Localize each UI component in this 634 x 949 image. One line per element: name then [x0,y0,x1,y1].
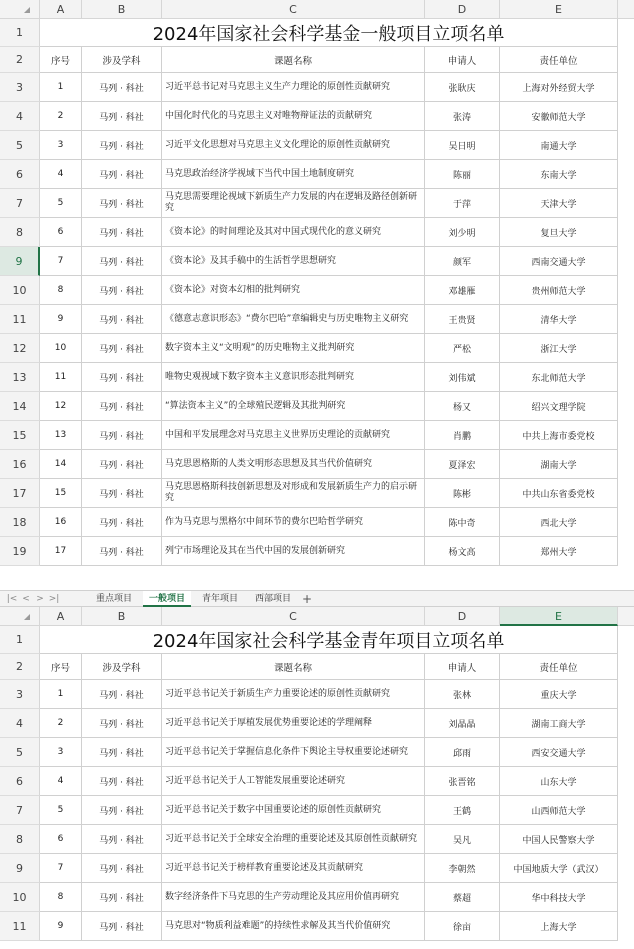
cell-seq[interactable]: 6 [40,825,82,854]
select-all-corner[interactable] [0,607,40,626]
table-row [0,247,634,276]
cell-topic[interactable]: 中国化时代化的马克思主义对唯物辩证法的贡献研究 [162,102,425,131]
row-header[interactable]: 16 [0,450,40,479]
cell-applicant[interactable]: 颜军 [425,247,500,276]
cell-seq[interactable]: 14 [40,450,82,479]
cell-seq[interactable]: 5 [40,796,82,825]
row-header[interactable]: 10 [0,883,40,912]
cell-subject[interactable]: 马列 · 科社 [82,738,162,767]
title-row [0,19,634,47]
cell-unit[interactable]: 清华大学 [500,305,618,334]
add-sheet-button[interactable]: + [301,592,313,606]
cell-unit[interactable]: 西安交通大学 [500,738,618,767]
cell-unit[interactable]: 山西师范大学 [500,796,618,825]
column-header-e[interactable]: E [500,607,618,626]
column-header-bar [0,0,634,19]
cell-topic[interactable]: 唯物史观视域下数字资本主义意识形态批判研究 [162,363,425,392]
table-row [0,883,634,912]
header-cell-topic[interactable]: 课题名称 [162,654,425,680]
cell-seq[interactable]: 17 [40,537,82,566]
cell-subject[interactable]: 马列 · 科社 [82,883,162,912]
table-row [0,767,634,796]
header-cell-seq[interactable]: 序号 [40,654,82,680]
cell-applicant[interactable]: 严松 [425,334,500,363]
cell-unit[interactable]: 山东大学 [500,767,618,796]
row-header[interactable]: 12 [0,334,40,363]
header-cell-seq[interactable]: 序号 [40,47,82,73]
header-cell-applicant[interactable]: 申请人 [425,654,500,680]
cell-unit[interactable]: 绍兴文理学院 [500,392,618,421]
row-header[interactable]: 8 [0,218,40,247]
cell-unit[interactable]: 郑州大学 [500,537,618,566]
row-header[interactable]: 11 [0,912,40,941]
cell-subject[interactable]: 马列 · 科社 [82,537,162,566]
cell-topic[interactable]: “算法资本主义”的全球殖民逻辑及其批判研究 [162,392,425,421]
cell-topic[interactable]: 习近平总书记关于数字中国重要论述的原创性贡献研究 [162,796,425,825]
table-row [0,102,634,131]
cell-subject[interactable]: 马列 · 科社 [82,479,162,508]
row-header[interactable]: 6 [0,767,40,796]
row-header[interactable]: 13 [0,363,40,392]
cell-seq[interactable]: 8 [40,276,82,305]
cell-topic[interactable]: 习近平总书记关于掌握信息化条件下舆论主导权重要论述研究 [162,738,425,767]
column-header-e[interactable]: E [500,0,618,19]
header-cell-subject[interactable]: 涉及学科 [82,47,162,73]
cell-seq[interactable]: 2 [40,709,82,738]
cell-applicant[interactable]: 刘少明 [425,218,500,247]
select-all-corner[interactable] [0,0,40,19]
cell-topic[interactable]: 习近平总书记关于全球安全治理的重要论述及其原创性贡献研究 [162,825,425,854]
cell-seq[interactable]: 11 [40,363,82,392]
row-header[interactable]: 7 [0,189,40,218]
header-cell-applicant[interactable]: 申请人 [425,47,500,73]
cell-unit[interactable]: 中国人民警察大学 [500,825,618,854]
cell-topic[interactable]: 习近平总书记关于新质生产力重要论述的原创性贡献研究 [162,680,425,709]
column-header-d[interactable]: D [425,607,500,626]
row-header[interactable]: 2 [0,654,40,680]
cell-subject[interactable]: 马列 · 科社 [82,102,162,131]
cell-topic[interactable]: 数字资本主义“文明观”的历史唯物主义批判研究 [162,334,425,363]
tab-youth-projects[interactable]: 青年项目 [202,594,239,604]
cell-seq[interactable]: 12 [40,392,82,421]
cell-topic[interactable]: 作为马克思与黑格尔中间环节的费尔巴哈哲学研究 [162,508,425,537]
table-row [0,508,634,537]
cell-seq[interactable]: 15 [40,479,82,508]
cell-unit[interactable]: 西北大学 [500,508,618,537]
cell-applicant[interactable]: 徐亩 [425,912,500,941]
cell-unit[interactable]: 中共上海市委党校 [500,421,618,450]
cell-subject[interactable]: 马列 · 科社 [82,363,162,392]
cell-unit[interactable]: 贵州师范大学 [500,276,618,305]
cell-subject[interactable]: 马列 · 科社 [82,392,162,421]
cell-topic[interactable]: 中国和平发展理念对马克思主义世界历史理论的贡献研究 [162,421,425,450]
row-header[interactable]: 19 [0,537,40,566]
cell-unit[interactable]: 浙江大学 [500,334,618,363]
row-header[interactable]: 2 [0,47,40,73]
row-header[interactable]: 14 [0,392,40,421]
cell-subject[interactable]: 马列 · 科社 [82,305,162,334]
first-sheet-button[interactable]: |< [6,594,18,604]
table-row [0,450,634,479]
column-header-b[interactable]: B [82,0,162,19]
prev-sheet-button[interactable]: < [22,594,30,604]
cell-seq[interactable]: 7 [40,854,82,883]
cell-seq[interactable]: 2 [40,102,82,131]
cell-topic[interactable]: 马克思政治经济学视域下当代中国土地制度研究 [162,160,425,189]
row-header[interactable]: 4 [0,102,40,131]
header-cell-subject[interactable]: 涉及学科 [82,654,162,680]
cell-seq[interactable]: 3 [40,738,82,767]
cell-subject[interactable]: 马列 · 科社 [82,680,162,709]
cell-applicant[interactable]: 陈中奇 [425,508,500,537]
tab-general-projects[interactable]: 一般项目 [143,591,191,607]
cell-subject[interactable]: 马列 · 科社 [82,73,162,102]
cell-applicant[interactable]: 王贵贤 [425,305,500,334]
cell-subject[interactable]: 马列 · 科社 [82,189,162,218]
row-header[interactable]: 18 [0,508,40,537]
sheet-title[interactable]: 2024年国家社会科学基金青年项目立项名单 [40,626,618,654]
table-row [0,73,634,102]
cell-seq[interactable]: 10 [40,334,82,363]
cell-unit[interactable]: 天津大学 [500,189,618,218]
column-header-a[interactable]: A [40,607,82,626]
cell-topic[interactable]: 习近平文化思想对马克思主义文化理论的原创性贡献研究 [162,131,425,160]
cell-subject[interactable]: 马列 · 科社 [82,334,162,363]
cell-subject[interactable]: 马列 · 科社 [82,247,162,276]
row-header[interactable]: 9 [0,854,40,883]
table-row [0,305,634,334]
cell-subject[interactable]: 马列 · 科社 [82,450,162,479]
cell-unit[interactable]: 中国地质大学（武汉） [500,854,618,883]
header-row [0,654,634,680]
next-sheet-button[interactable]: > [36,594,44,604]
last-sheet-button[interactable]: >| [48,594,60,604]
cell-unit[interactable]: 东北师范大学 [500,363,618,392]
header-cell-unit[interactable]: 责任单位 [500,654,618,680]
cell-applicant[interactable]: 吴凡 [425,825,500,854]
cell-applicant[interactable]: 张耿庆 [425,73,500,102]
cell-unit[interactable]: 东南大学 [500,160,618,189]
row-header[interactable]: 1 [0,19,40,47]
sheet-title[interactable]: 2024年国家社会科学基金一般项目立项名单 [40,19,618,47]
cell-topic[interactable]: 马克思恩格斯科技创新思想及对形成和发展新质生产力的启示研究 [162,479,425,508]
column-header-d[interactable]: D [425,0,500,19]
cell-applicant[interactable]: 陈彬 [425,479,500,508]
cell-applicant[interactable]: 蔡超 [425,883,500,912]
cell-subject[interactable]: 马列 · 科社 [82,796,162,825]
cell-topic[interactable]: 马克思需要理论视域下新质生产力发展的内在逻辑及路径创新研究 [162,189,425,218]
row-header[interactable]: 5 [0,738,40,767]
cell-subject[interactable]: 马列 · 科社 [82,131,162,160]
table-row [0,537,634,566]
cell-unit[interactable]: 华中科技大学 [500,883,618,912]
cell-unit[interactable]: 重庆大学 [500,680,618,709]
tab-western-projects[interactable]: 西部项目 [255,594,292,604]
cell-topic[interactable]: 马克思恩格斯的人类文明形态思想及其当代价值研究 [162,450,425,479]
cell-topic[interactable]: 习近平总书记关于厚植发展优势重要论述的学理阐释 [162,709,425,738]
sheet-youth-projects [0,607,634,949]
cell-applicant[interactable]: 吴日明 [425,131,500,160]
cell-unit[interactable]: 上海大学 [500,912,618,941]
row-header[interactable]: 15 [0,421,40,450]
cell-applicant[interactable]: 杨文高 [425,537,500,566]
table-row [0,479,634,508]
cell-topic[interactable]: 《资本论》及其手稿中的生活哲学思想研究 [162,247,425,276]
table-row [0,392,634,421]
cell-subject[interactable]: 马列 · 科社 [82,218,162,247]
row-header[interactable]: 4 [0,709,40,738]
table-row [0,363,634,392]
cell-topic[interactable]: 习近平总书记关于人工智能发展重要论述研究 [162,767,425,796]
cell-applicant[interactable]: 肖鹏 [425,421,500,450]
cell-unit[interactable]: 南通大学 [500,131,618,160]
cell-subject[interactable]: 马列 · 科社 [82,709,162,738]
cell-applicant[interactable]: 张晋铭 [425,767,500,796]
cell-topic[interactable]: 《资本论》的时间理论及其对中国式现代化的意义研究 [162,218,425,247]
header-cell-unit[interactable]: 责任单位 [500,47,618,73]
table-row [0,421,634,450]
cell-unit[interactable]: 西南交通大学 [500,247,618,276]
cell-applicant[interactable]: 张涛 [425,102,500,131]
table-row [0,189,634,218]
cell-topic[interactable]: 《德意志意识形态》“费尔巴哈”章编辑史与历史唯物主义研究 [162,305,425,334]
cell-unit[interactable]: 中共山东省委党校 [500,479,618,508]
cell-applicant[interactable]: 于萍 [425,189,500,218]
row-header[interactable]: 8 [0,825,40,854]
cell-applicant[interactable]: 刘伟斌 [425,363,500,392]
table-row [0,912,634,941]
cell-subject[interactable]: 马列 · 科社 [82,912,162,941]
cell-seq[interactable]: 9 [40,912,82,941]
row-header[interactable]: 6 [0,160,40,189]
cell-applicant[interactable]: 夏泽宏 [425,450,500,479]
cell-subject[interactable]: 马列 · 科社 [82,276,162,305]
cell-subject[interactable]: 马列 · 科社 [82,508,162,537]
cell-topic[interactable]: 《资本论》对资本幻相的批判研究 [162,276,425,305]
table-row [0,709,634,738]
row-header[interactable]: 3 [0,680,40,709]
cell-seq[interactable]: 13 [40,421,82,450]
table-row [0,738,634,767]
cell-seq[interactable]: 4 [40,160,82,189]
cell-seq[interactable]: 5 [40,189,82,218]
cell-applicant[interactable]: 邱雨 [425,738,500,767]
tab-key-projects[interactable]: 重点项目 [96,594,133,604]
cell-seq[interactable]: 6 [40,218,82,247]
cell-seq[interactable]: 16 [40,508,82,537]
cell-unit[interactable]: 上海对外经贸大学 [500,73,618,102]
column-header-c[interactable]: C [162,0,425,19]
column-header-c[interactable]: C [162,607,425,626]
cell-topic[interactable]: 列宁市场理论及其在当代中国的发展创新研究 [162,537,425,566]
column-header-a[interactable]: A [40,0,82,19]
row-header[interactable]: 11 [0,305,40,334]
table-row [0,854,634,883]
row-header[interactable]: 9 [0,247,40,276]
cell-seq[interactable]: 9 [40,305,82,334]
cell-subject[interactable]: 马列 · 科社 [82,825,162,854]
row-header[interactable]: 5 [0,131,40,160]
table-row [0,218,634,247]
column-header-bar [0,607,634,626]
cell-seq[interactable]: 4 [40,767,82,796]
cell-applicant[interactable]: 王鹤 [425,796,500,825]
cell-unit[interactable]: 湖南大学 [500,450,618,479]
header-row [0,47,634,73]
table-row [0,334,634,363]
cell-topic[interactable]: 习近平总书记对马克思主义生产力理论的原创性贡献研究 [162,73,425,102]
column-header-b[interactable]: B [82,607,162,626]
cell-seq[interactable]: 1 [40,73,82,102]
cell-seq[interactable]: 1 [40,680,82,709]
cell-applicant[interactable]: 刘晶晶 [425,709,500,738]
cell-applicant[interactable]: 陈丽 [425,160,500,189]
cell-subject[interactable]: 马列 · 科社 [82,160,162,189]
cell-applicant[interactable]: 杨又 [425,392,500,421]
cell-seq[interactable]: 8 [40,883,82,912]
cell-applicant[interactable]: 张林 [425,680,500,709]
row-header[interactable]: 3 [0,73,40,102]
row-header[interactable]: 10 [0,276,40,305]
cell-unit[interactable]: 湖南工商大学 [500,709,618,738]
row-header[interactable]: 17 [0,479,40,508]
table-row [0,825,634,854]
table-row [0,160,634,189]
cell-subject[interactable]: 马列 · 科社 [82,767,162,796]
title-row [0,626,634,654]
table-row [0,131,634,160]
cell-seq[interactable]: 7 [40,247,82,276]
row-header[interactable]: 7 [0,796,40,825]
cell-topic[interactable]: 数字经济条件下马克思的生产劳动理论及其应用价值再研究 [162,883,425,912]
header-cell-topic[interactable]: 课题名称 [162,47,425,73]
cell-subject[interactable]: 马列 · 科社 [82,421,162,450]
table-row [0,680,634,709]
cell-unit[interactable]: 复旦大学 [500,218,618,247]
cell-subject[interactable]: 马列 · 科社 [82,854,162,883]
cell-applicant[interactable]: 李朝然 [425,854,500,883]
cell-unit[interactable]: 安徽师范大学 [500,102,618,131]
cell-seq[interactable]: 3 [40,131,82,160]
table-row [0,796,634,825]
row-header[interactable]: 1 [0,626,40,654]
cell-topic[interactable]: 习近平总书记关于榜样教育重要论述及其贡献研究 [162,854,425,883]
sheet-tab-bar [0,590,634,607]
table-row [0,276,634,305]
cell-topic[interactable]: 马克思对“物质利益难题”的持续性求解及其当代价值研究 [162,912,425,941]
cell-applicant[interactable]: 邓雄雁 [425,276,500,305]
